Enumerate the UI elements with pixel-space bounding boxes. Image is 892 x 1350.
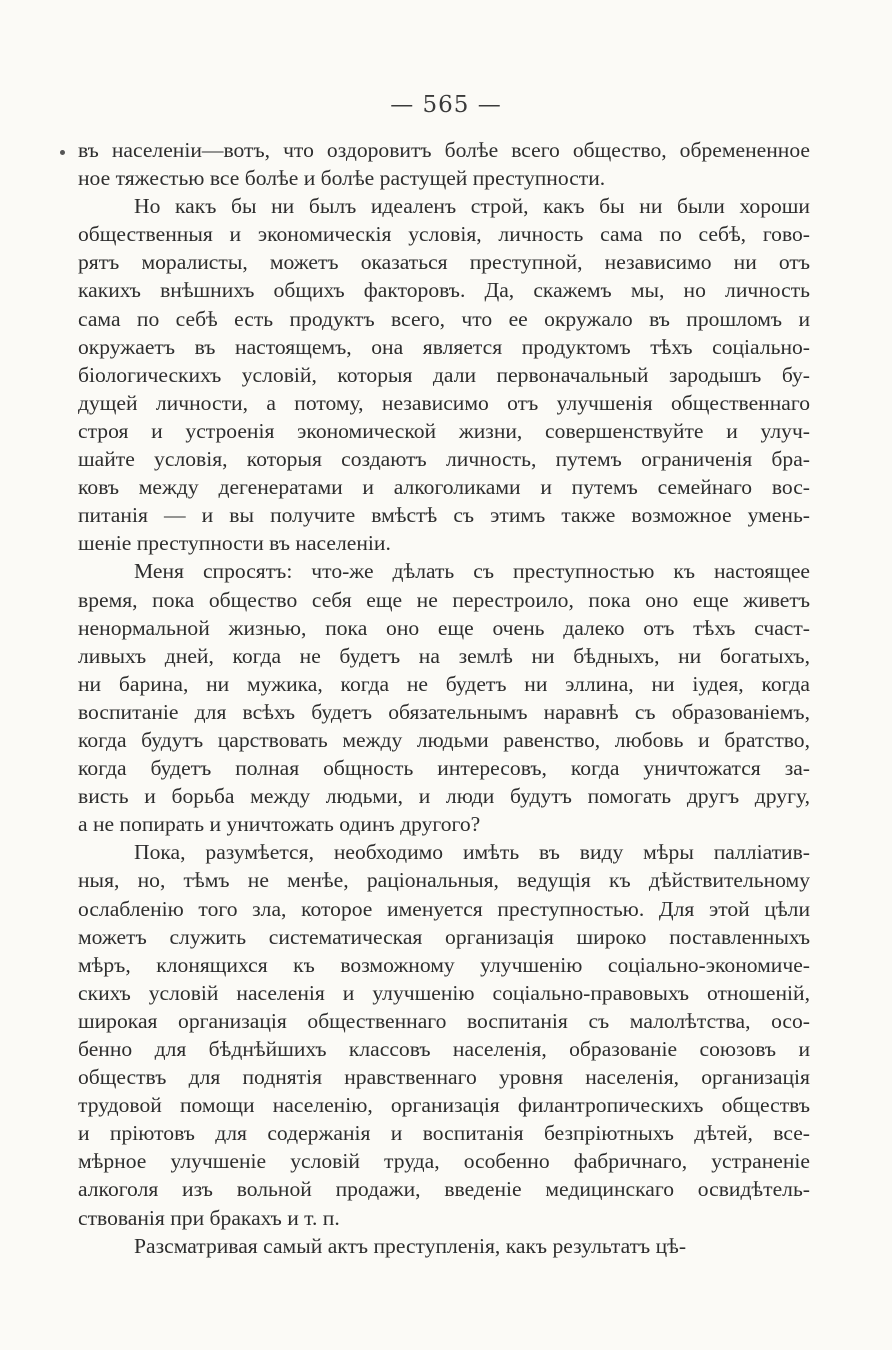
text-line: питанія — и вы получите вмѣстѣ съ этимъ также возможное умень- xyxy=(78,503,810,528)
paragraph xyxy=(78,838,810,1231)
text-line: строя и устроенія экономической жизни, совершенствуйте и улуч- xyxy=(78,418,810,443)
text-line: ливыхъ дней, когда не будетъ на землѣ ни бѣдныхъ, ни богатыхъ, xyxy=(78,643,810,668)
text-line: біологическихъ условій, которыя дали первоначальный зародышъ бу- xyxy=(78,362,810,387)
text-line: и пріютовъ для содержанія и воспитанія безпріютныхъ дѣтей, все- xyxy=(78,1121,810,1146)
text-line: ковъ между дегенератами и алкоголиками и путемъ семейнаго вос- xyxy=(78,475,810,500)
text-line: обществъ для поднятія нравственнаго уровня населенія, организація xyxy=(78,1065,810,1090)
text-line: висть и борьба между людьми, и люди будутъ помогать другъ другу, xyxy=(78,784,810,809)
text-line: трудовой помощи населенію, организація филантропическихъ обществъ xyxy=(78,1093,810,1118)
paragraph xyxy=(78,192,810,557)
text-line: Пока, разумѣется, необходимо имѣть въ виду мѣры палліатив- xyxy=(134,840,810,865)
text-line: когда будутъ царствовать между людьми равенство, любовь и братство, xyxy=(78,727,810,752)
paragraph xyxy=(78,136,810,192)
text-line: ное тяжестью все болѣе и болѣе растущей преступности. xyxy=(78,166,606,191)
text-line: Меня спросятъ: что-же дѣлать съ преступностью къ настоящее xyxy=(134,559,810,584)
text-line: алкоголя изъ вольной продажи, введеніе медицинскаго освидѣтель- xyxy=(78,1177,810,1202)
body-text xyxy=(78,136,810,1260)
text-line: а не попирать и уничтожать одинъ другого? xyxy=(78,812,481,837)
text-line: мѣръ, клонящихся къ возможному улучшенію соціально-экономиче- xyxy=(78,952,810,977)
text-line: сама по себѣ есть продуктъ всего, что ее окружало въ прошломъ и xyxy=(78,306,810,331)
text-line: шеніе преступности въ населеніи. xyxy=(78,531,391,556)
text-line: въ населеніи—вотъ, что оздоровитъ болѣе всего общество, обремененное xyxy=(78,138,810,162)
text-line: окружаетъ въ настоящемъ, она является продуктомъ тѣхъ соціально- xyxy=(78,334,810,359)
text-line: рятъ моралисты, можетъ оказаться преступной, независимо ни отъ xyxy=(78,250,810,275)
text-line: какихъ внѣшнихъ общихъ факторовъ. Да, скажемъ мы, но личность xyxy=(78,278,810,303)
text-line: общественныя и экономическія условія, личность сама по себѣ, гово- xyxy=(78,222,810,247)
page-number: — 565 — xyxy=(390,92,502,118)
text-line: когда будетъ полная общность интересовъ, когда уничтожатся за- xyxy=(78,756,810,781)
text-line: широкая организація общественнаго воспитанія съ малолѣтства, осо- xyxy=(78,1008,810,1033)
text-line: ненормальной жизнью, пока оно еще очень далеко отъ тѣхъ счаст- xyxy=(78,615,810,640)
text-line: можетъ служить систематическая организація широко поставленныхъ xyxy=(78,924,810,949)
paragraph xyxy=(78,557,810,838)
text-line: шайте условія, которыя создаютъ личность, путемъ ограниченія бра- xyxy=(78,447,810,472)
margin-dot xyxy=(60,150,65,155)
text-line: мѣрное улучшеніе условій труда, особенно фабричнаго, устраненіе xyxy=(78,1149,810,1174)
text-line: воспитаніе для всѣхъ будетъ обязательнымъ наравнѣ съ образованіемъ, xyxy=(78,699,810,724)
text-line: ни барина, ни мужика, когда не будетъ ни эллина, ни іудея, когда xyxy=(78,671,810,696)
text-line: ныя, но, тѣмъ не менѣе, раціональныя, ведущія къ дѣйствительному xyxy=(78,868,810,893)
text-line: скихъ условій населенія и улучшенію соціально-правовыхъ отношеній, xyxy=(78,980,810,1005)
text-line: дущей личности, а потому, независимо отъ улучшенія общественнаго xyxy=(78,390,810,415)
paragraph xyxy=(78,1232,810,1260)
text-line: Разсматривая самый актъ преступленія, какъ результатъ цѣ- xyxy=(134,1233,687,1258)
text-line: время, пока общество себя еще не перестроило, пока оно еще живетъ xyxy=(78,587,810,612)
text-line: бенно для бѣднѣйшихъ классовъ населенія, образованіе союзовъ и xyxy=(78,1037,810,1061)
text-line: ослабленію того зла, которое именуется преступностью. Для этой цѣли xyxy=(78,896,810,921)
text-line: ствованія при бракахъ и т. п. xyxy=(78,1205,340,1230)
text-line: Но какъ бы ни былъ идеаленъ строй, какъ бы ни были хороши xyxy=(134,194,810,219)
